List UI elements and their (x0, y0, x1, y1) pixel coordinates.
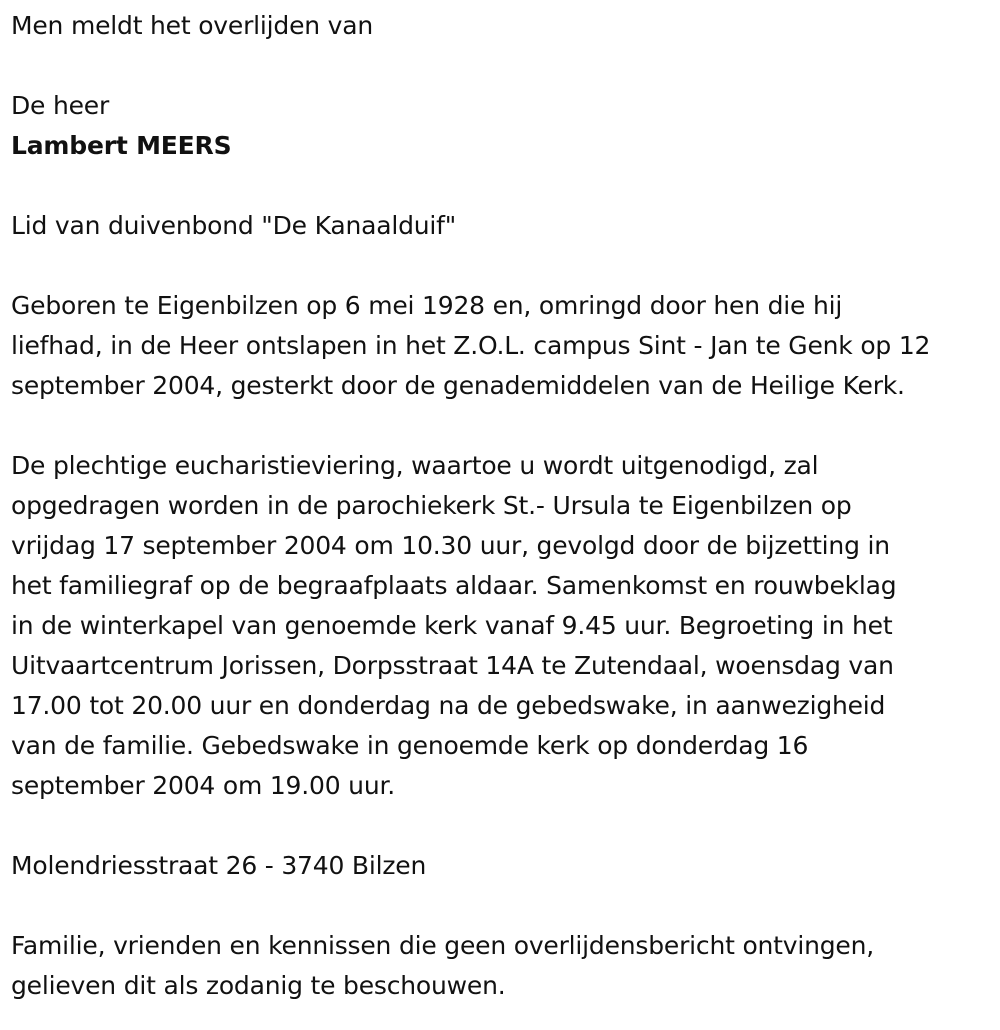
ceremony-line: het familiegraf op de begraafplaats aldaar. Samenkomst en rouwbeklag (11, 571, 897, 600)
closing-line: gelieven dit als zodanig te beschouwen. (11, 971, 506, 1000)
salutation: De heer (11, 91, 110, 120)
spacer (11, 806, 1000, 846)
spacer (11, 406, 1000, 446)
ceremony-line: De plechtige eucharistieviering, waartoe u wordt uitgenodigd, zal (11, 451, 819, 480)
membership-text: Lid van duivenbond "De Kanaalduif" (11, 211, 457, 240)
birth-line: liefhad, in de Heer ontslapen in het Z.O.L. campus Sint - Jan te Genk op 12 (11, 331, 931, 360)
ceremony-line: van de familie. Gebedswake in genoemde kerk op donderdag 16 (11, 731, 809, 760)
spacer (11, 46, 1000, 86)
deceased-name: Lambert MEERS (11, 131, 232, 160)
ceremony-line: 17.00 tot 20.00 uur en donderdag na de gebedswake, in aanwezigheid (11, 691, 886, 720)
ceremony-line: september 2004 om 19.00 uur. (11, 771, 395, 800)
ceremony-line: opgedragen worden in de parochiekerk St.- Ursula te Eigenbilzen op (11, 491, 852, 520)
birth-paragraph (11, 286, 1000, 406)
ceremony-paragraph (11, 446, 1000, 806)
ceremony-line: Uitvaartcentrum Jorissen, Dorpsstraat 14A te Zutendaal, woensdag van (11, 651, 894, 680)
spacer (11, 166, 1000, 206)
intro-text: Men meldt het overlijden van (11, 11, 374, 40)
spacer (11, 246, 1000, 286)
closing-paragraph (11, 926, 1000, 1006)
birth-line: september 2004, gesterkt door de genademiddelen van de Heilige Kerk. (11, 371, 905, 400)
ceremony-line: vrijdag 17 september 2004 om 10.30 uur, gevolgd door de bijzetting in (11, 531, 890, 560)
spacer (11, 886, 1000, 926)
birth-line: Geboren te Eigenbilzen op 6 mei 1928 en, omringd door hen die hij (11, 291, 843, 320)
closing-line: Familie, vrienden en kennissen die geen overlijdensbericht ontvingen, (11, 931, 875, 960)
ceremony-line: in de winterkapel van genoemde kerk vanaf 9.45 uur. Begroeting in het (11, 611, 893, 640)
address-text: Molendriesstraat 26 - 3740 Bilzen (11, 851, 427, 880)
